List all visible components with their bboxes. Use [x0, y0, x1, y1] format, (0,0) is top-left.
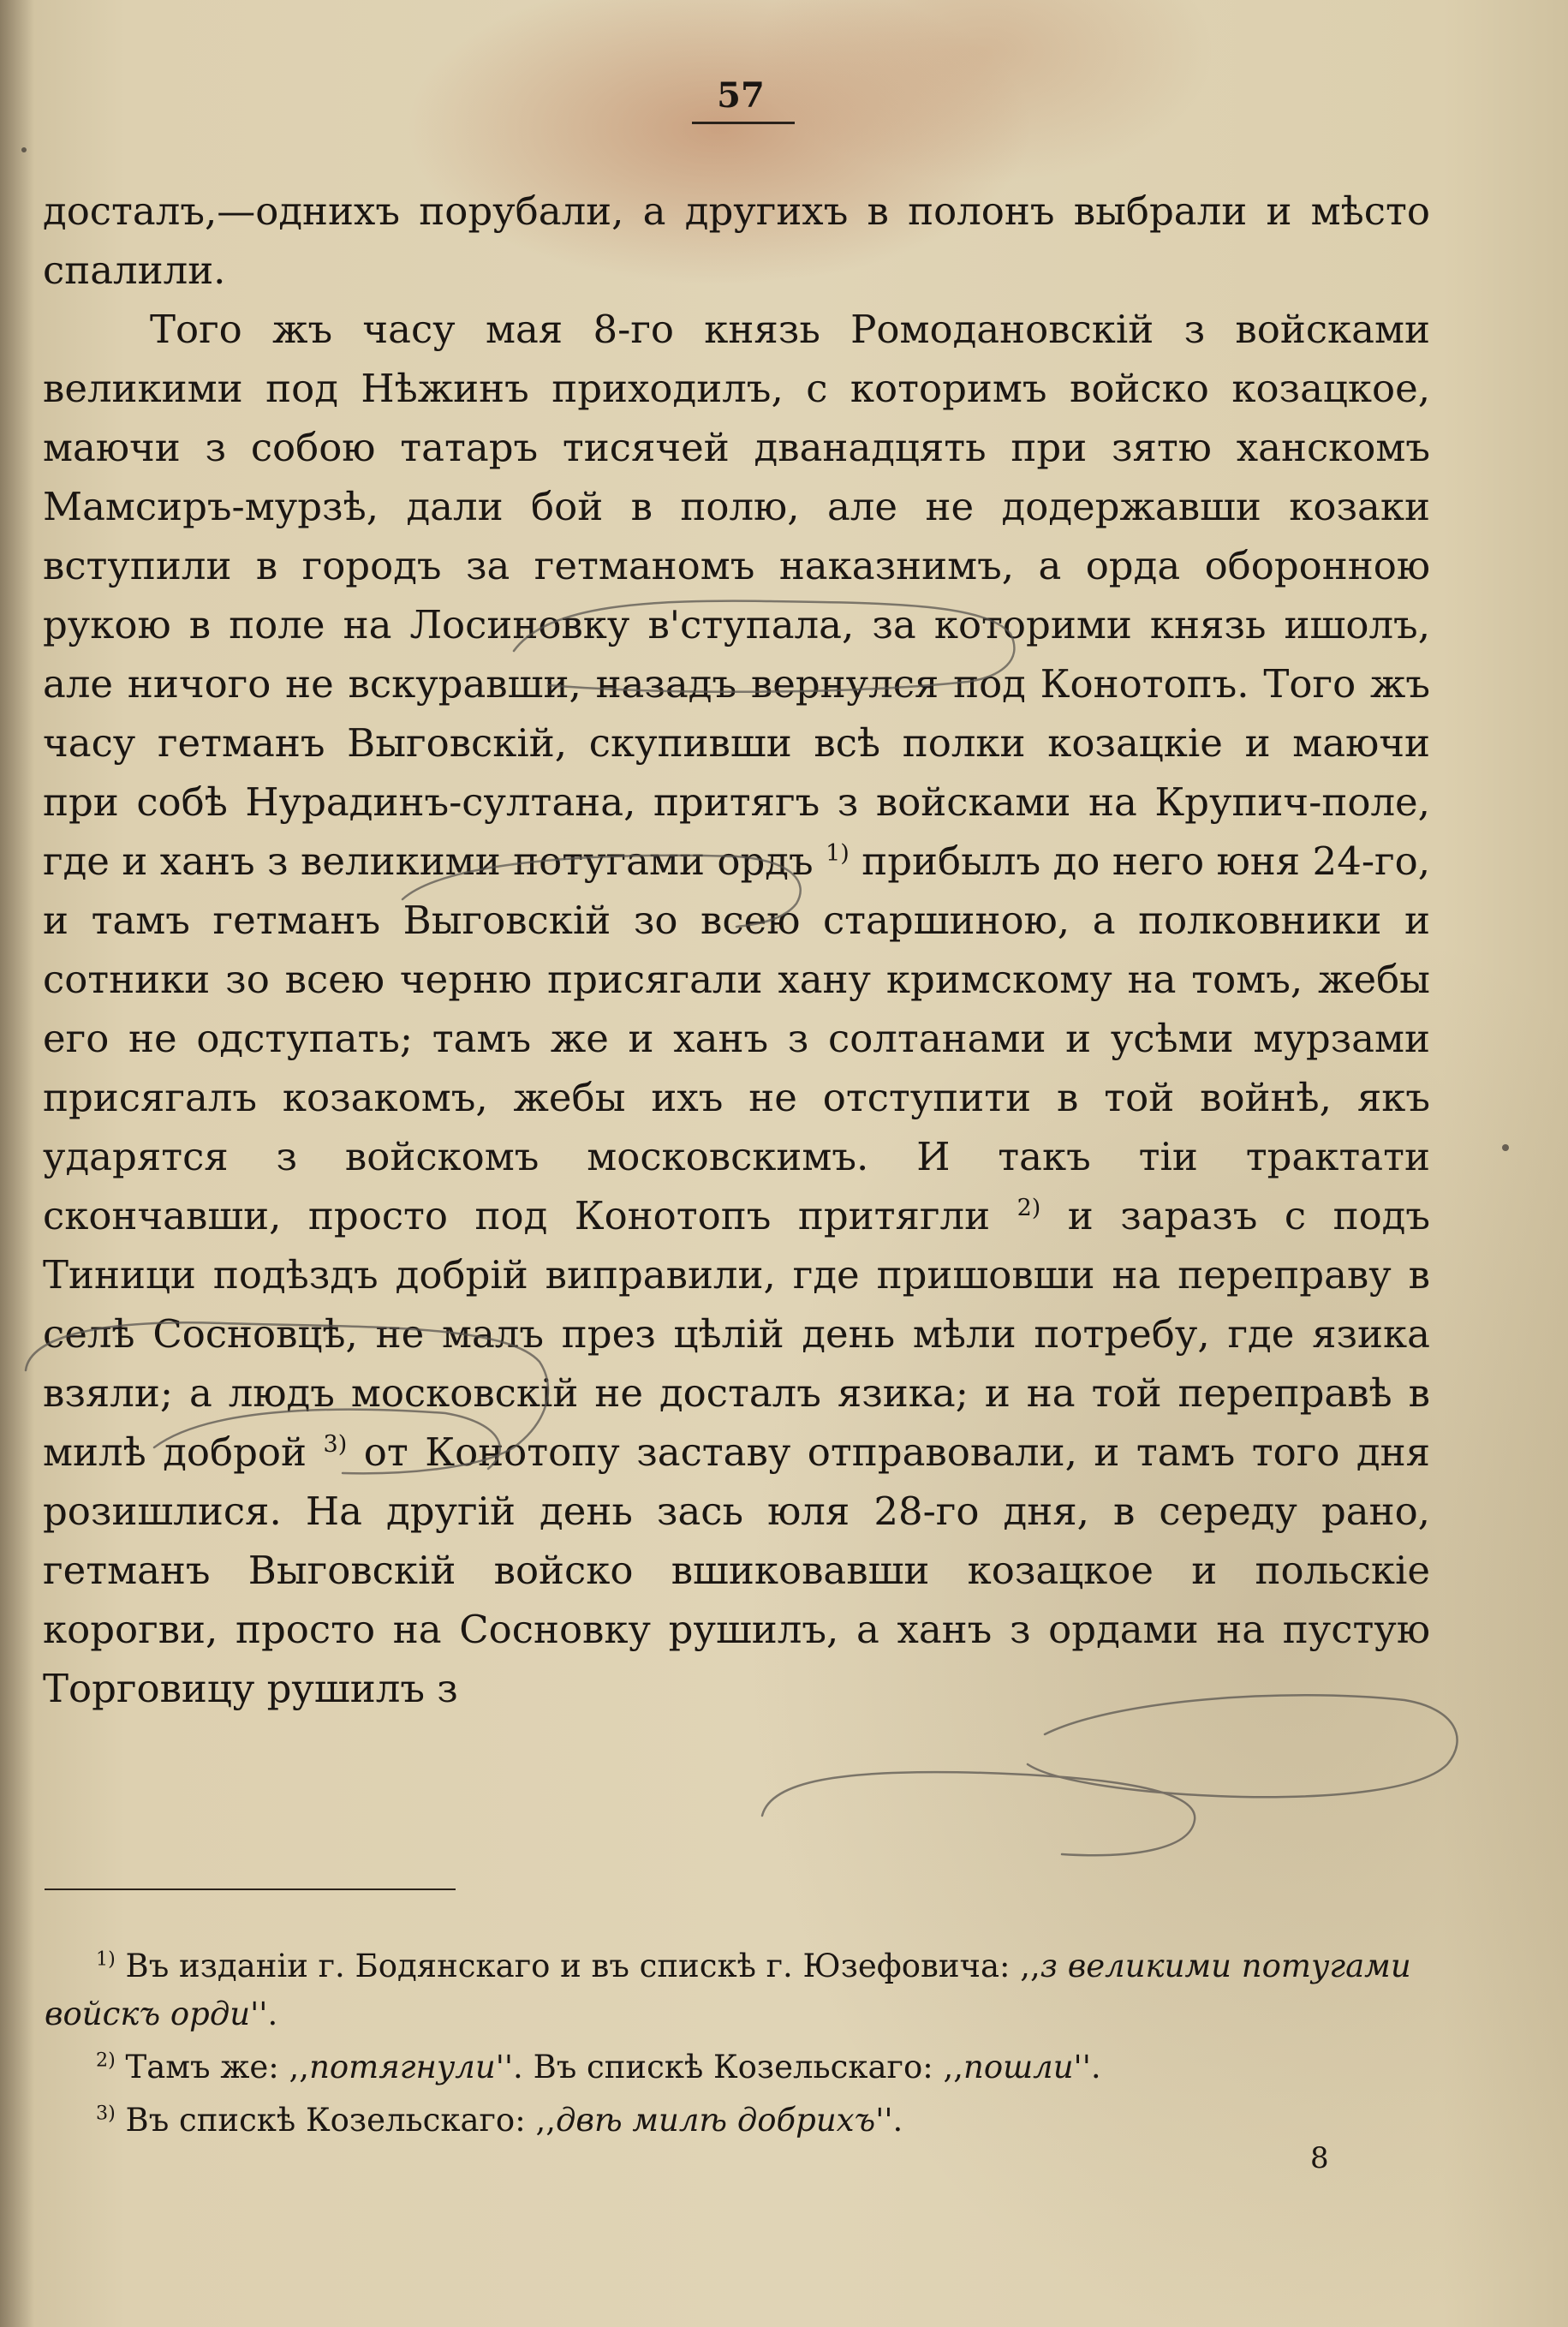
footnote-2-quote2-open: ,, [943, 2049, 963, 2085]
footnote-1-mark: 1) [96, 1948, 116, 1971]
footnote-3-quote-close: ''. [875, 2102, 903, 2139]
footnote-rule [45, 1888, 456, 1890]
paragraph-main-part-3: и заразъ с подъ Тиници подѣздъ добрій виправили, где пришовши на переправу в селѣ Сосновцѣ, не малъ през цѣлій день мѣли потребу, где язика взяли; а людъ московскій не досталъ язика; и на той переправѣ в милѣ доброй [43, 1193, 1430, 1475]
footnote-2-mark: 2) [96, 2049, 116, 2072]
footnote-2-text-2: Въ спискѣ Козельскаго: [533, 2049, 944, 2085]
footnote-1-quote: з великими потугами войскъ орди [45, 1948, 1411, 2032]
footnote-1-quote-close: ''. [250, 1996, 278, 2032]
page-number-rule [692, 122, 795, 124]
paragraph-main-start: Того жъ часу мая 8-го князь Ромодановскій з войсками великими под Нѣжинъ приходилъ, с которимъ войско козацкое, маючи з собою татаръ тисячей дванадцять при зятю ханскомъ Мамсиръ-мурзѣ, дали бой в полю, але не додержавши козаки вступили в городъ за гетманомъ наказнимъ, а орда оборонною рукою в поле на Лосиновку в'ступала, за которими князь ишолъ, але ничого не вскуравши, назадъ вернулся под Конотопъ. Того жъ часу гетманъ Выговскій, скупивши всѣ полки козацкіе и маючи при собѣ Нурадинъ-султана, притягъ з войсками на Крупич-поле, где и ханъ з великими потугами ордъ [43, 307, 1430, 884]
spine-shadow [0, 0, 34, 2327]
note-ref-1[interactable]: 1) [826, 840, 850, 867]
footnote-2-quote: потягнули [309, 2049, 496, 2085]
ink-speck [1502, 1144, 1509, 1151]
paragraph-main [43, 300, 1430, 1718]
footnotes [45, 1942, 1423, 2150]
footnote-2-quote-open: ,, [289, 2049, 310, 2085]
note-ref-3[interactable]: 3) [323, 1431, 348, 1458]
footnote-2-quote2-close: ''. [1073, 2049, 1101, 2085]
body-text [43, 182, 1430, 1718]
footnote-2 [45, 2044, 1423, 2091]
paragraph-main-part-2: прибылъ до него юня 24-го, и тамъ гетманъ Выговскій зо всею старшиною, а полковники и сотники зо всею черню присягали хану кримскому на томъ, жебы его не одступать; тамъ же и ханъ з солтанами и усѣми мурзами присягалъ козакомъ, жебы ихъ не отступити в той войнѣ, якъ ударятся з войскомъ московскимъ. И такъ тіи трактати скончавши, просто под Конотопъ притягли [43, 838, 1430, 1238]
page-number: 57 [717, 75, 765, 116]
footnote-3-quote: двѣ милѣ добрихъ [555, 2102, 876, 2139]
paragraph-continuation: досталъ,—однихъ порубали, а другихъ в полонъ выбрали и мѣсто спалили. [43, 188, 1430, 293]
pencil-circle-torgovitsu [762, 1772, 1195, 1855]
paragraph-main-part-4: от Конотопу заставу отправовали, и тамъ того дня розишлися. На другій день зась юля 28-го дня, в середу рано, гетманъ Выговскій войско вшиковавши козацкое и польскіе корогви, просто на Сосновку рушилъ, а ханъ з ордами на пустую Торговицу рушилъ з [43, 1429, 1430, 1711]
footnote-3-text: Въ спискѣ Козельскаго: [115, 2102, 536, 2139]
signature-mark: 8 [1310, 2141, 1329, 2175]
footnote-1-quote-open: ,, [1020, 1948, 1040, 1984]
footnote-3-mark: 3) [96, 2102, 116, 2125]
footnote-3 [45, 2097, 1423, 2145]
footnote-2-quote-close: ''. [495, 2049, 534, 2085]
footnote-1 [45, 1942, 1423, 2038]
note-ref-2[interactable]: 2) [1017, 1195, 1041, 1221]
footnote-3-quote-open: ,, [535, 2102, 556, 2139]
footnote-2-quote-2: пошли [963, 2049, 1074, 2085]
footnote-2-text: Тамъ же: [115, 2049, 289, 2085]
footnote-1-text: Въ изданіи г. Бодянскаго и въ спискѣ г. Юзефовича: [115, 1948, 1021, 1984]
